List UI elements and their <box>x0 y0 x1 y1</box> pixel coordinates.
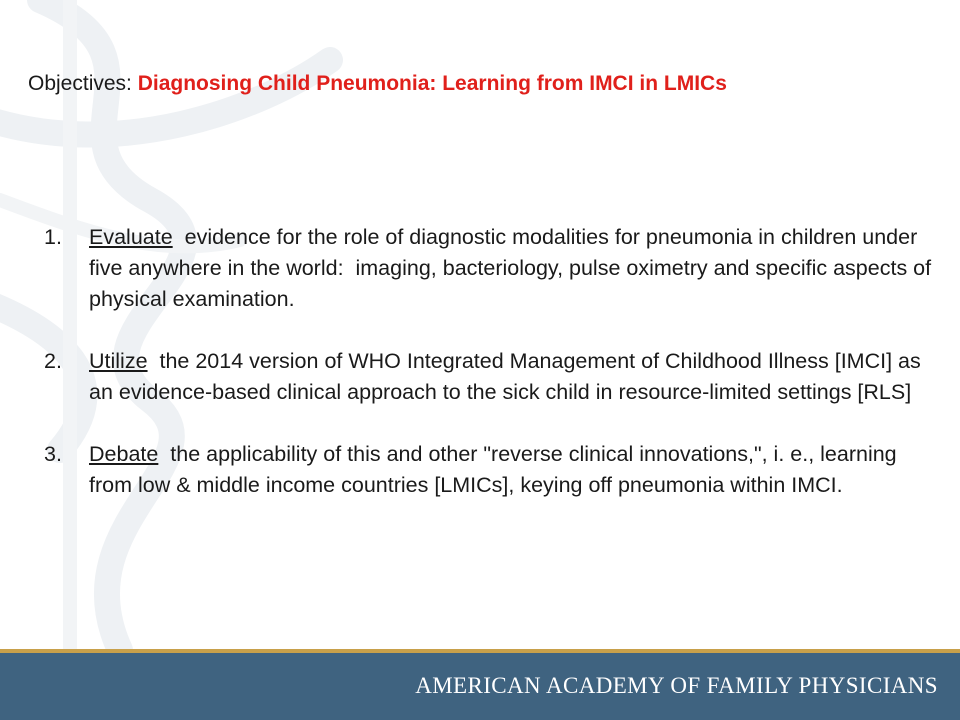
objective-item <box>44 222 938 315</box>
objective-number: 2. <box>44 349 62 373</box>
objective-verb: Debate <box>89 442 159 466</box>
title-prefix: Objectives: <box>28 72 138 95</box>
objectives-list <box>44 222 938 532</box>
objective-text: evidence for the role of diagnostic modalities for pneumonia in children under five anywhere in the world: imaging, bacteriology, pulse oximetry and specific aspects of physical examination. <box>89 225 938 311</box>
objective-number: 1. <box>44 225 62 249</box>
objective-number: 3. <box>44 442 62 466</box>
objective-verb: Utilize <box>89 349 148 373</box>
objective-body <box>89 222 938 315</box>
objective-item <box>44 439 934 501</box>
objective-body <box>89 439 934 501</box>
footer-bar <box>0 653 960 720</box>
title-main: Diagnosing Child Pneumonia: Learning from IMCI in LMICs <box>137 72 727 95</box>
objective-item <box>44 346 934 408</box>
objective-text: the applicability of this and other "reverse clinical innovations,", i. e., learning from low & middle income countries [LMICs], keying off pneumonia within IMCI. <box>89 442 903 497</box>
objective-body <box>89 346 934 408</box>
footer-organization: AMERICAN ACADEMY OF FAMILY PHYSICIANS <box>415 673 938 698</box>
slide-title <box>28 72 727 96</box>
objective-text: the 2014 version of WHO Integrated Management of Childhood Illness [IMCI] as an evidence-based clinical approach to the sick child in resource-limited settings [RLS] <box>89 349 927 404</box>
objective-verb: Evaluate <box>89 225 173 249</box>
